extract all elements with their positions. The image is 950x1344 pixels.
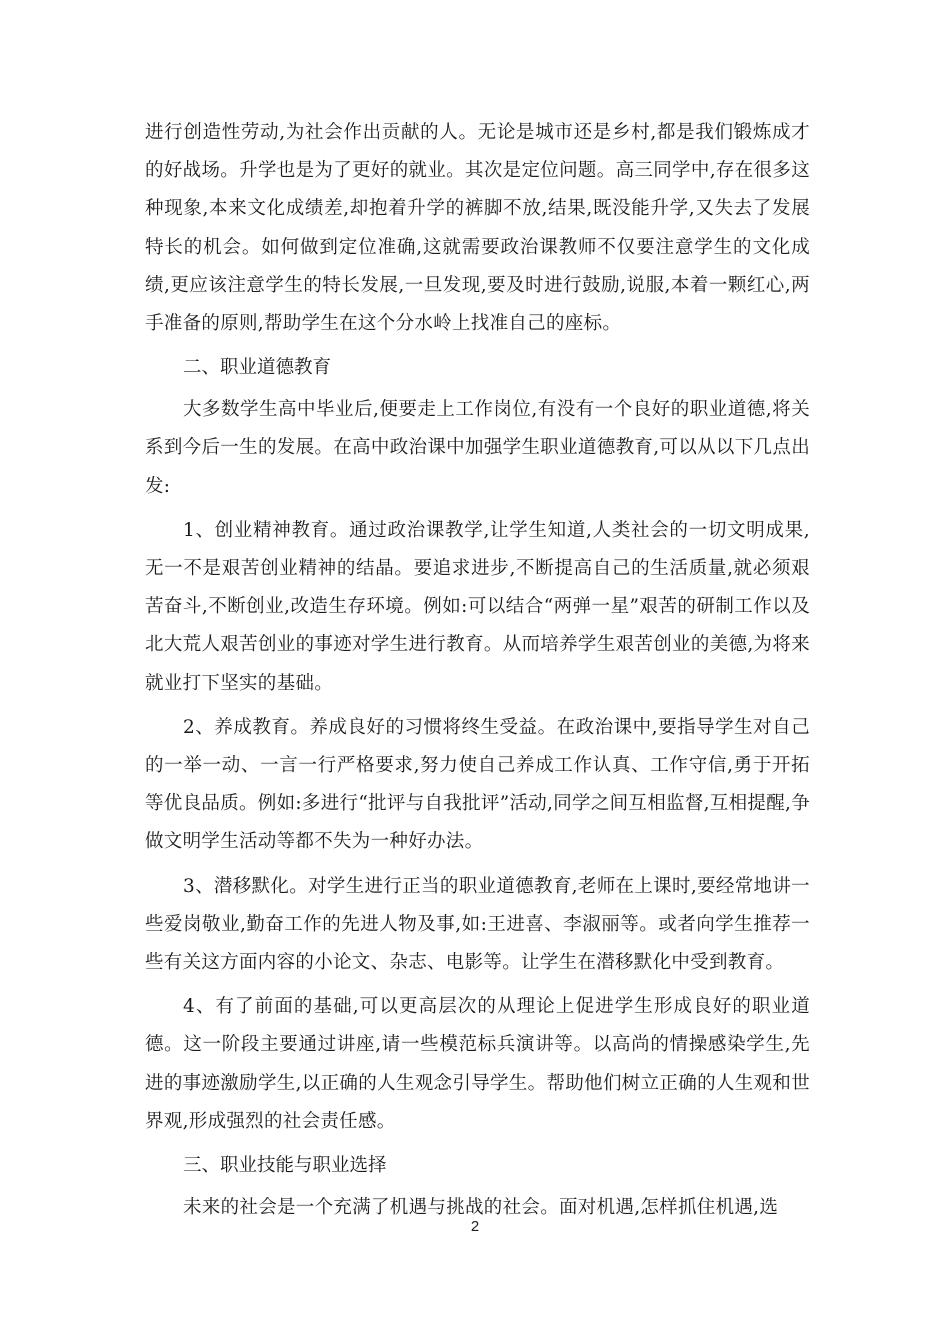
paragraph-theory-promotion: 4、有了前面的基础,可以更高层次的从理论上促进学生形成良好的职业道德。这一阶段主要通过讲座,请一些模范标兵演讲等。以高尚的情操感染学生,先进的事迹激励学生,以正确的人生观念引导学生。帮助他们树立正确的人生观和世界观,形成强烈的社会责任感。	[145, 996, 810, 1132]
page-number: 2	[470, 1218, 480, 1235]
section-heading-professional-ethics: 二、职业道德教育	[183, 357, 332, 379]
paragraph-subtle-influence: 3、潜移默化。对学生进行正当的职业道德教育,老师在上课时,要经常地讲一些爱岗敬业,勤奋工作的先进人物及事,如:王进喜、李淑丽等。或者向学生推荐一些有关这方面内容的小论文、杂志、电影等。让学生在潜移默化中受到教育。	[145, 875, 810, 974]
paragraph-career-positioning: 进行创造性劳动,为社会作出贡献的人。无论是城市还是乡村,都是我们锻炼成才的好战场。升学也是为了更好的就业。其次是定位问题。高三同学中,存在很多这种现象,本来文化成绩差,却抱着升学的裤脚不放,结果,既没能升学,又失去了发展特长的机会。如何做到定位准确,这就需要政治课教师不仅要注意学生的文化成绩,更应该注意学生的特长发展,一旦发现,要及时进行鼓励,说服,本着一颗红心,两手准备的原则,帮助学生在这个分水岭上找准自己的座标。	[145, 122, 810, 335]
paragraph-habit-education: 2、养成教育。养成良好的习惯将终生受益。在政治课中,要指导学生对自己的一举一动、一言一行严格要求,努力使自己养成工作认真、工作守信,勇于开拓等优良品质。例如:多进行“批评与自我批评”活动,同学之间互相监督,互相提醒,争做文明学生活动等都不失为一种好办法。	[145, 716, 810, 853]
paragraph-future-society: 未来的社会是一个充满了机遇与挑战的社会。面对机遇,怎样抓住机遇,选	[183, 1197, 779, 1219]
paragraph-entrepreneurship-education: 1、创业精神教育。通过政治课教学,让学生知道,人类社会的一切文明成果,无一不是艰苦创业精神的结晶。要追求进步,不断提高自己的生活质量,就必须艰苦奋斗,不断创业,改造生存环境。例如:可以结合“两弹一星”艰苦的研制工作以及北大荒人艰苦创业的事迹对学生进行教育。从而培养学生艰苦创业的美德,为将来就业打下坚实的基础。	[145, 519, 810, 694]
section-heading-skills-and-choice: 三、职业技能与职业选择	[183, 1155, 387, 1177]
paragraph-ethics-intro: 大多数学生高中毕业后,便要走上工作岗位,有没有一个良好的职业道德,将关系到今后一生的发展。在高中政治课中加强学生职业道德教育,可以从以下几点出发:	[145, 399, 810, 497]
document-body	[145, 114, 810, 1233]
